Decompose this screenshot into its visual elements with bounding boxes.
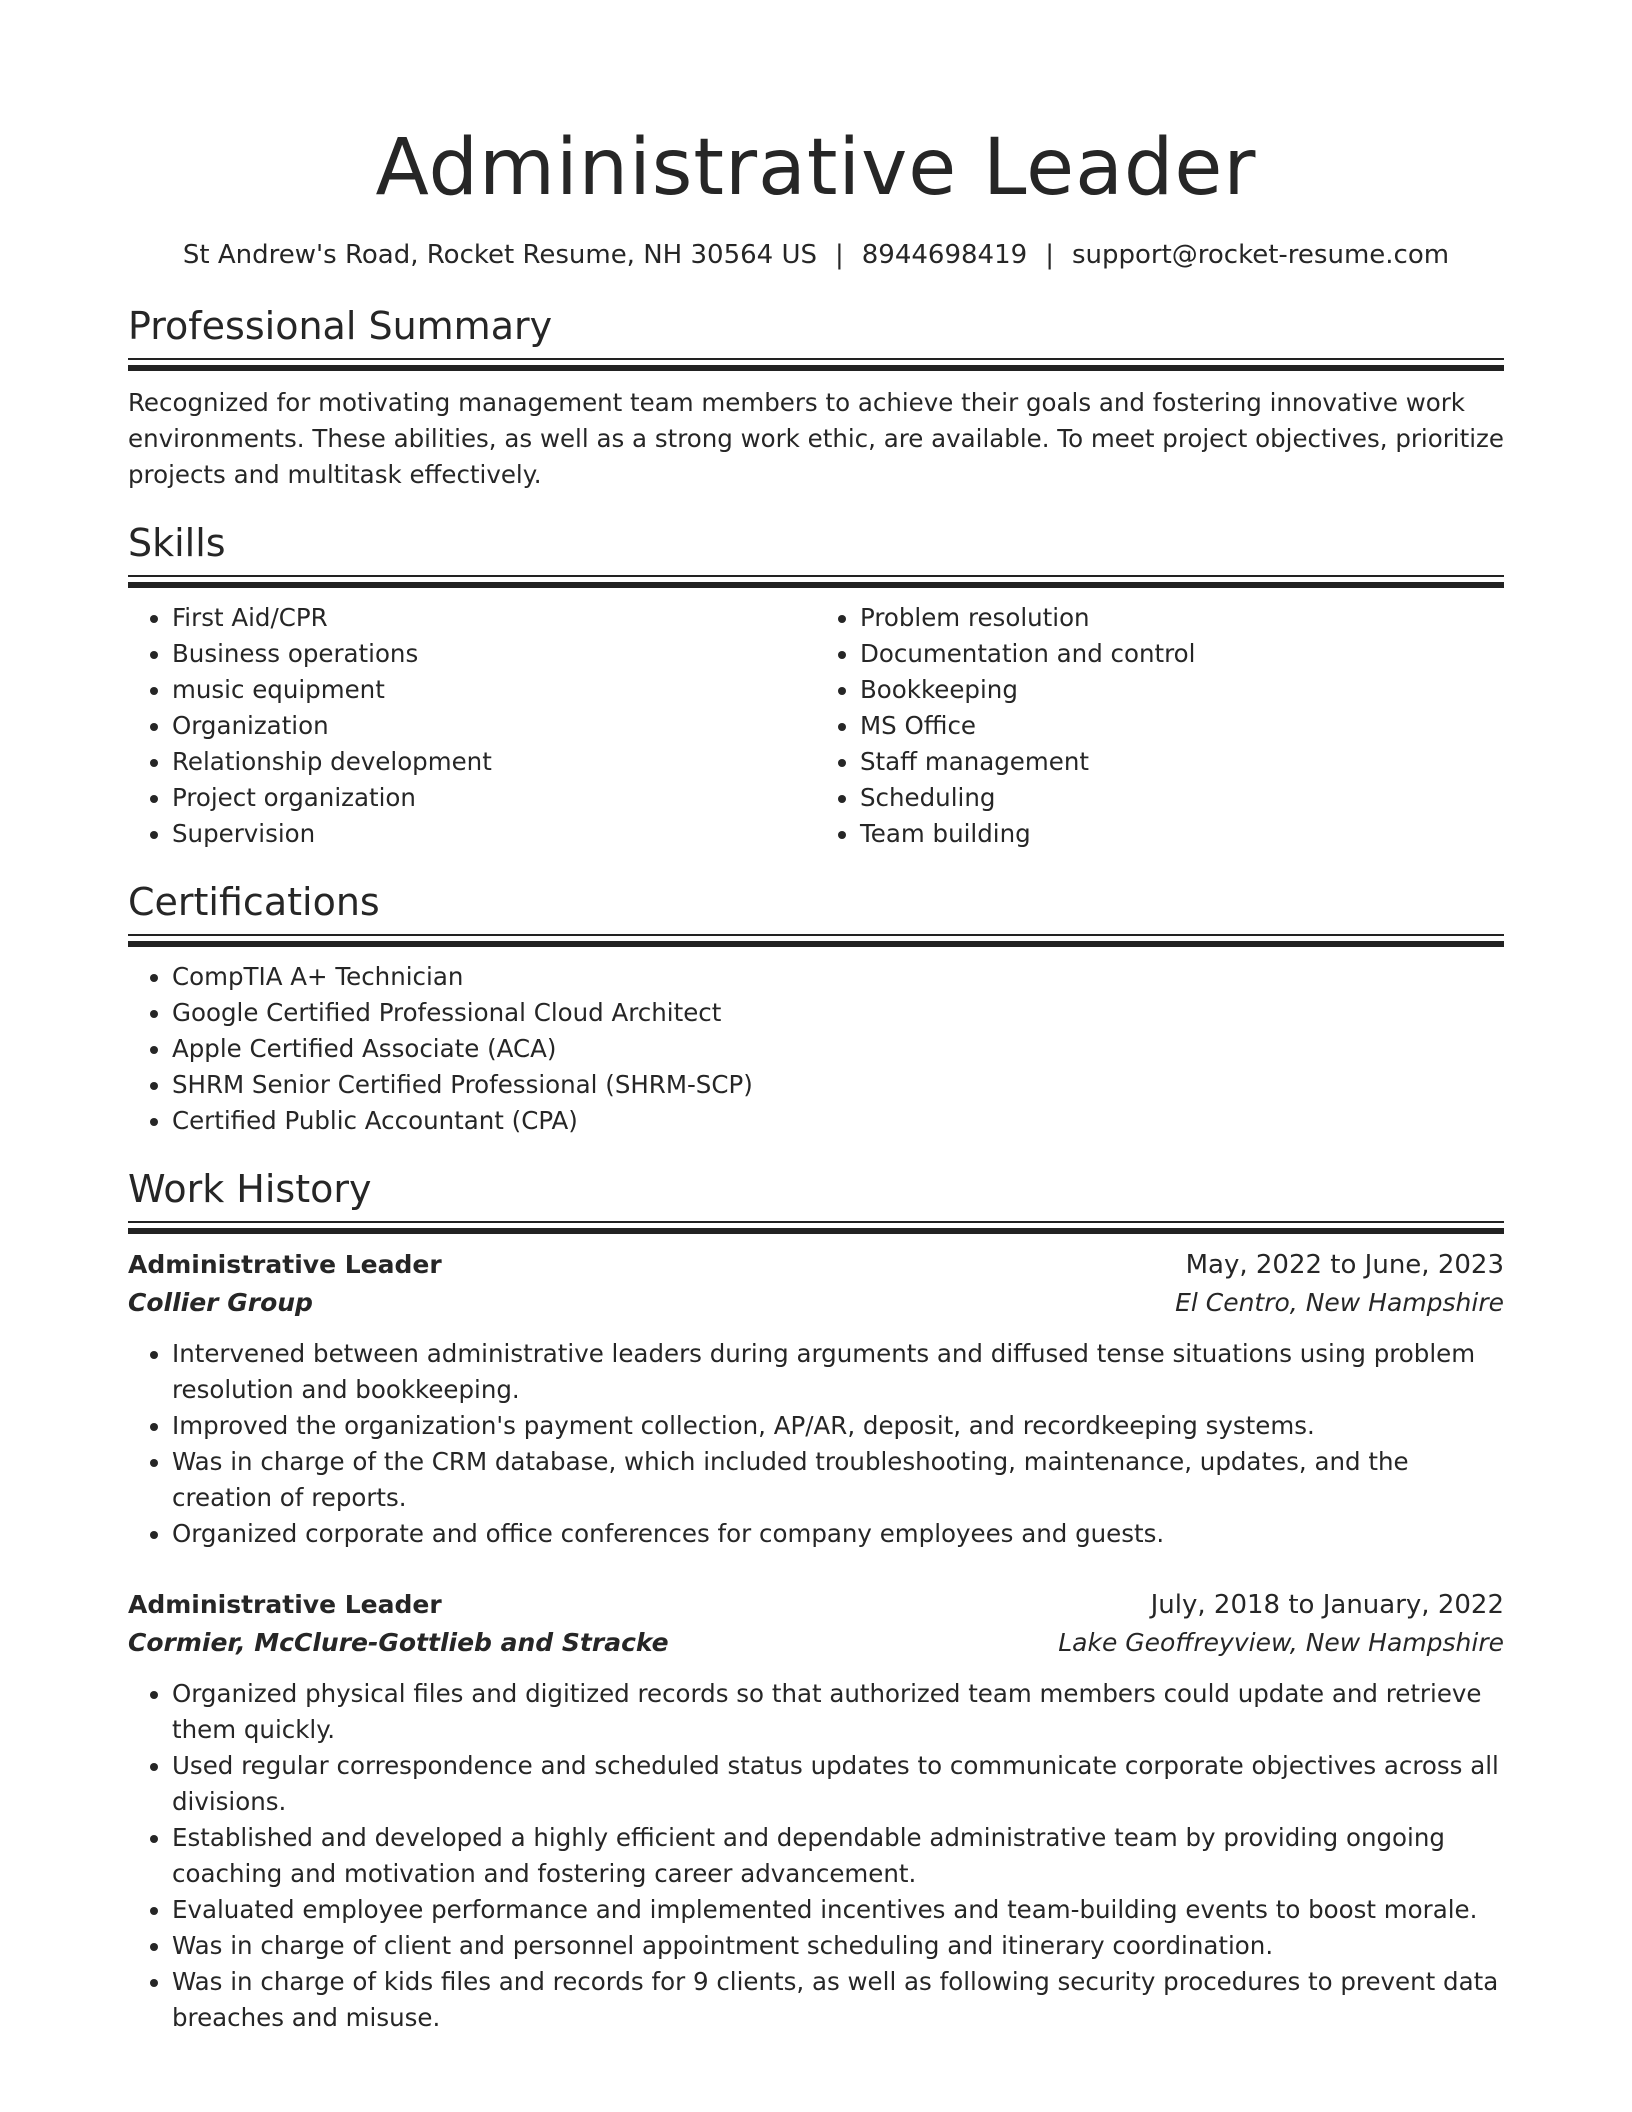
job-title: Administrative Leader bbox=[128, 1250, 442, 1279]
job-entry bbox=[128, 1586, 1504, 2036]
skill-item: • Team building bbox=[860, 816, 1504, 852]
job-duty-item: • Organized corporate and office conferences for company employees and guests. bbox=[172, 1516, 1504, 1552]
section-title-work-history: Work History bbox=[128, 1167, 372, 1211]
resume-page bbox=[128, 0, 1504, 2036]
certification-item: • Apple Certified Associate (ACA) bbox=[172, 1031, 1504, 1067]
skill-item: • Documentation and control bbox=[860, 636, 1504, 672]
skills-section bbox=[128, 519, 1504, 852]
contact-address: St Andrew's Road, Rocket Resume, NH 30564 US bbox=[182, 240, 817, 270]
job-dates: July, 2018 to January, 2022 bbox=[1150, 1590, 1504, 1620]
summary-text: Recognized for motivating management team members to achieve their goals and fostering innovative work environments. These abilities, as well as a strong work ethic, are available. To meet project objectives, prioritize projects and multitask effectively. bbox=[128, 388, 1504, 489]
skills-columns bbox=[128, 600, 1504, 852]
certifications-list bbox=[128, 959, 1504, 1139]
job-company: Collier Group bbox=[128, 1288, 313, 1317]
skill-item: • Staff management bbox=[860, 744, 1504, 780]
skill-item: • Supervision bbox=[172, 816, 816, 852]
skill-item: • MS Office bbox=[860, 708, 1504, 744]
certification-item: • Google Certified Professional Cloud Architect bbox=[172, 995, 1504, 1031]
job-entry bbox=[128, 1246, 1504, 1552]
job-duty-item: • Evaluated employee performance and implemented incentives and team-building events to boost morale. bbox=[172, 1892, 1504, 1928]
section-divider bbox=[128, 358, 1504, 371]
job-duty-item: • Intervened between administrative leaders during arguments and diffused tense situations using problem resolution and bookkeeping. bbox=[172, 1336, 1504, 1408]
job-company: Cormier, McClure-Gottlieb and Stracke bbox=[128, 1628, 669, 1657]
job-duty-item: • Improved the organization's payment collection, AP/AR, deposit, and recordkeeping systems. bbox=[172, 1408, 1504, 1444]
section-divider bbox=[128, 934, 1504, 947]
skill-item: • Bookkeeping bbox=[860, 672, 1504, 708]
job-location: Lake Geoffreyview, New Hampshire bbox=[1058, 1628, 1504, 1657]
skill-item: • Relationship development bbox=[172, 744, 816, 780]
contact-separator: | bbox=[835, 240, 844, 270]
skills-list-right bbox=[816, 600, 1504, 852]
skills-list-left bbox=[128, 600, 816, 852]
skill-item: • Problem resolution bbox=[860, 600, 1504, 636]
skill-item: • Organization bbox=[172, 708, 816, 744]
certification-item: • SHRM Senior Certified Professional (SHRM-SCP) bbox=[172, 1067, 1504, 1103]
job-header bbox=[128, 1586, 1504, 1624]
contact-email: support@rocket-resume.com bbox=[1071, 240, 1450, 270]
job-title: Administrative Leader bbox=[128, 1590, 442, 1619]
job-subheader bbox=[128, 1284, 1504, 1322]
job-duties-list bbox=[128, 1336, 1504, 1552]
job-duty-item: • Established and developed a highly efficient and dependable administrative team by providing ongoing coaching and motivation and fostering career advancement. bbox=[172, 1820, 1504, 1892]
skill-item: • music equipment bbox=[172, 672, 816, 708]
certifications-section bbox=[128, 878, 1504, 1139]
skill-item: • Business operations bbox=[172, 636, 816, 672]
skill-item: • First Aid/CPR bbox=[172, 600, 816, 636]
contact-phone: 8944698419 bbox=[861, 240, 1028, 270]
summary-section bbox=[128, 302, 1504, 493]
resume-name: Administrative Leader bbox=[375, 123, 1257, 213]
section-divider bbox=[128, 1221, 1504, 1234]
work-history-section bbox=[128, 1165, 1504, 2036]
job-duty-item: • Organized physical files and digitized records so that authorized team members could update and retrieve them quickly. bbox=[172, 1676, 1504, 1748]
skill-item: • Scheduling bbox=[860, 780, 1504, 816]
section-title-certifications: Certifications bbox=[128, 880, 380, 924]
certification-item: • CompTIA A+ Technician bbox=[172, 959, 1504, 995]
job-duty-item: • Was in charge of the CRM database, which included troubleshooting, maintenance, updates, and the creation of reports. bbox=[172, 1444, 1504, 1516]
certification-item: • Certified Public Accountant (CPA) bbox=[172, 1103, 1504, 1139]
contact-separator: | bbox=[1045, 240, 1054, 270]
job-duties-list bbox=[128, 1676, 1504, 2036]
job-subheader bbox=[128, 1624, 1504, 1662]
skill-item: • Project organization bbox=[172, 780, 816, 816]
section-title-skills: Skills bbox=[128, 521, 226, 565]
job-duty-item: • Used regular correspondence and scheduled status updates to communicate corporate objectives across all divisions. bbox=[172, 1748, 1504, 1820]
job-duty-item: • Was in charge of client and personnel appointment scheduling and itinerary coordination. bbox=[172, 1928, 1504, 1964]
contact-line bbox=[128, 238, 1504, 272]
section-title-summary: Professional Summary bbox=[128, 304, 553, 348]
job-dates: May, 2022 to June, 2023 bbox=[1185, 1250, 1504, 1280]
job-duty-item: • Was in charge of kids files and records for 9 clients, as well as following security procedures to prevent data breaches and misuse. bbox=[172, 1964, 1504, 2036]
job-location: El Centro, New Hampshire bbox=[1175, 1288, 1504, 1317]
job-header bbox=[128, 1246, 1504, 1284]
section-divider bbox=[128, 575, 1504, 588]
